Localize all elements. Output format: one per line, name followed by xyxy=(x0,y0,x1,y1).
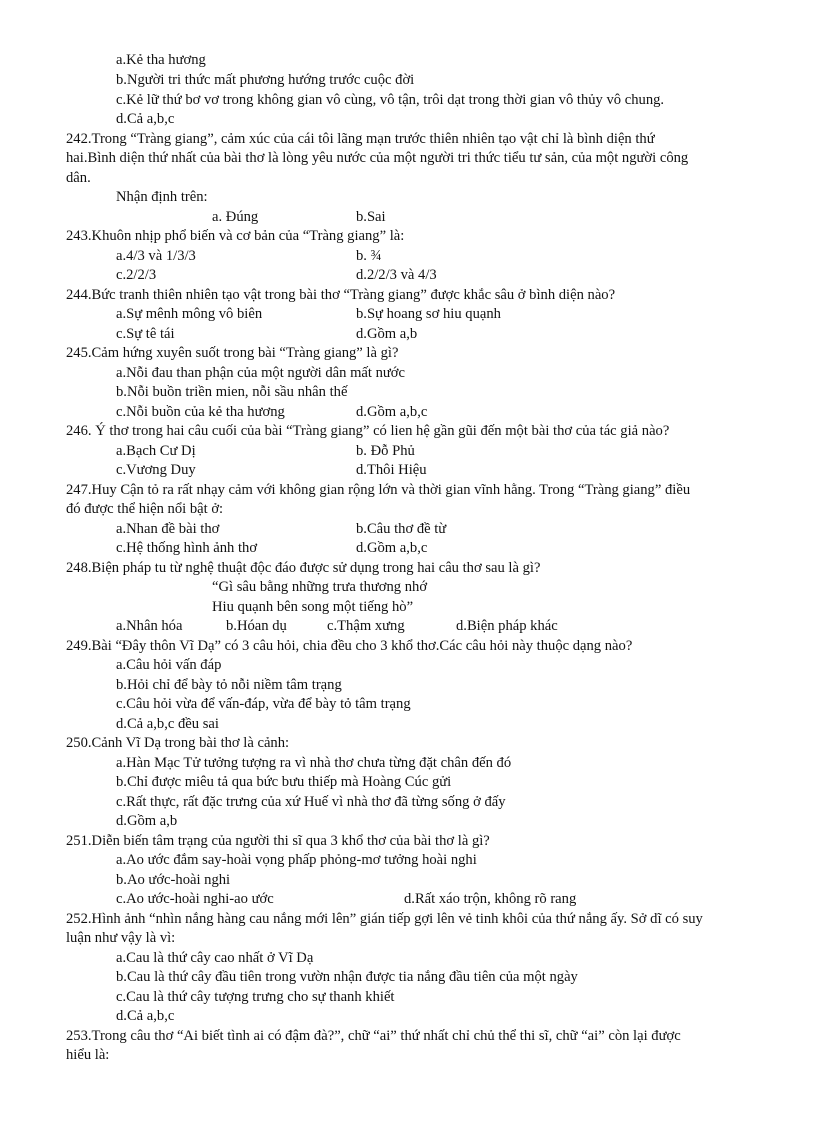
question-252: 252.Hình ảnh “nhìn nắng hàng cau nắng mới lên” gián tiếp gợi lên vẻ tinh khôi của thứ nắng ấy. Sở dĩ có suy xyxy=(66,911,703,927)
option-b: b.Chỉ được miêu tả qua bức bưu thiếp mà Hoàng Cúc gửi xyxy=(116,774,452,790)
option-a: a.4/3 và 1/3/3 xyxy=(116,248,196,264)
poem-line: Hiu quạnh bên song một tiếng hò” xyxy=(212,599,414,615)
poem-line: “Gì sâu bằng những trưa thương nhớ xyxy=(212,579,428,595)
option-a: a.Bạch Cư Dị xyxy=(116,443,196,459)
option-line: b.Người tri thức mất phương hướng trước cuộc đời xyxy=(116,72,415,88)
question-247: 247.Huy Cận tỏ ra rất nhạy cảm với không gian rộng lớn và thời gian vĩnh hằng. Trong “Tràng giang” điều xyxy=(66,482,691,498)
option-d: d.Gồm a,b,c xyxy=(356,404,428,420)
option-b: b.Ao ước-hoài nghi xyxy=(116,872,231,888)
option-b: b.Nỗi buồn triền mien, nỗi sầu nhân thế xyxy=(116,384,348,400)
option-d: d.Gồm a,b xyxy=(116,813,178,829)
option-d: d.Biện pháp khác xyxy=(456,618,558,634)
option-d: d.Gồm a,b,c xyxy=(356,540,428,556)
question-250: 250.Cảnh Vĩ Dạ trong bài thơ là cảnh: xyxy=(66,735,290,751)
option-a: a.Nỗi đau than phận của một người dân mất nước xyxy=(116,365,406,381)
question-243: 243.Khuôn nhịp phổ biến và cơ bản của “Tràng giang” là: xyxy=(66,228,405,244)
option-a: a.Sự mênh mông vô biên xyxy=(116,306,263,322)
option-c: c.Thậm xưng xyxy=(327,618,405,634)
option-b: b. Đỗ Phủ xyxy=(356,443,415,459)
option-c: c.Cau là thứ cây tượng trưng cho sự thanh khiết xyxy=(116,989,395,1005)
question-248: 248.Biện pháp tu từ nghệ thuật độc đáo được sử dụng trong hai câu thơ sau là gì? xyxy=(66,560,541,576)
option-line: d.Cả a,b,c xyxy=(116,111,175,127)
question-text-line: hai.Bình diện thứ nhất của bài thơ là lòng yêu nước của một người tri thức tiểu tư sản, của một người công xyxy=(66,150,689,166)
option-a: a.Nhân hóa xyxy=(116,618,183,634)
question-text-line: đó được thể hiện nổi bật ở: xyxy=(66,501,224,517)
prompt-line: Nhận định trên: xyxy=(116,189,208,205)
option-c: c.2/2/3 xyxy=(116,267,157,283)
question-244: 244.Bức tranh thiên nhiên tạo vật trong bài thơ “Tràng giang” được khắc sâu ở bình diện nào? xyxy=(66,287,616,303)
option-b: b.Hóan dụ xyxy=(226,618,287,634)
option-d: d.Cả a,b,c đều sai xyxy=(116,716,219,732)
option-b: b. ¾ xyxy=(356,248,382,264)
option-line: c.Kẻ lữ thứ bơ vơ trong không gian vô cùng, vô tận, trôi dạt trong thời gian vô thủy vô chung. xyxy=(116,92,665,108)
question-242: 242.Trong “Tràng giang”, cảm xúc của cái tôi lãng mạn trước thiên nhiên tạo vật chỉ là bình diện thứ xyxy=(66,131,655,147)
question-245: 245.Cảm hứng xuyên suốt trong bài “Tràng giang” là gì? xyxy=(66,345,399,361)
option-b: b.Câu thơ đề từ xyxy=(356,521,447,537)
option-c: c.Hệ thống hình ảnh thơ xyxy=(116,540,258,556)
question-text-line: dân. xyxy=(66,170,91,186)
option-a: a. Đúng xyxy=(212,209,259,225)
option-c: c.Câu hỏi vừa để vấn-đáp, vừa để bày tỏ tâm trạng xyxy=(116,696,411,712)
option-b: b.Sai xyxy=(356,209,386,225)
option-a: a.Ao ước đắm say-hoài vọng phấp phỏng-mơ tưởng hoài nghi xyxy=(116,852,477,868)
option-a: a.Hàn Mạc Tử tưởng tượng ra vì nhà thơ chưa từng đặt chân đến đó xyxy=(116,755,512,771)
option-d: d.Thôi Hiệu xyxy=(356,462,427,478)
option-c: c.Ao ước-hoài nghi-ao ước xyxy=(116,891,274,907)
option-c: c.Vương Duy xyxy=(116,462,196,478)
option-d: d.Gồm a,b xyxy=(356,326,418,342)
option-d: d.2/2/3 và 4/3 xyxy=(356,267,437,283)
option-a: a.Nhan đề bài thơ xyxy=(116,521,220,537)
option-b: b.Cau là thứ cây đầu tiên trong vườn nhận được tia nắng đầu tiên của một ngày xyxy=(116,969,578,985)
question-246: 246. Ý thơ trong hai câu cuối của bài “Tràng giang” có lien hệ gần gũi đến một bài thơ của tác giả nào? xyxy=(66,423,670,439)
option-c: c.Rất thực, rất đặc trưng của xứ Huế vì nhà thơ đã từng sống ở đấy xyxy=(116,794,506,810)
option-a: a.Cau là thứ cây cao nhất ở Vĩ Dạ xyxy=(116,950,314,966)
option-b: b.Sự hoang sơ hiu quạnh xyxy=(356,306,501,322)
option-line: a.Kẻ tha hương xyxy=(116,52,206,68)
option-c: c.Sự tê tái xyxy=(116,326,175,342)
option-b: b.Hỏi chỉ để bày tỏ nỗi niềm tâm trạng xyxy=(116,677,342,693)
question-251: 251.Diễn biến tâm trạng của người thi sĩ qua 3 khổ thơ của bài thơ là gì? xyxy=(66,833,490,849)
question-text-line: hiểu là: xyxy=(66,1047,110,1063)
question-249: 249.Bài “Đây thôn Vĩ Dạ” có 3 câu hỏi, chia đều cho 3 khổ thơ.Các câu hỏi này thuộc dạng nào? xyxy=(66,638,633,654)
option-c: c.Nỗi buồn của kẻ tha hương xyxy=(116,404,285,420)
option-a: a.Câu hỏi vấn đáp xyxy=(116,657,222,673)
option-d: d.Cả a,b,c xyxy=(116,1008,175,1024)
option-d: d.Rất xáo trộn, không rõ rang xyxy=(404,891,577,907)
question-text-line: luận như vậy là vì: xyxy=(66,930,176,946)
question-253: 253.Trong câu thơ “Ai biết tình ai có đậm đà?”, chữ “ai” thứ nhất chỉ chủ thể thi sĩ, chữ “ai” còn lại được xyxy=(66,1028,681,1044)
